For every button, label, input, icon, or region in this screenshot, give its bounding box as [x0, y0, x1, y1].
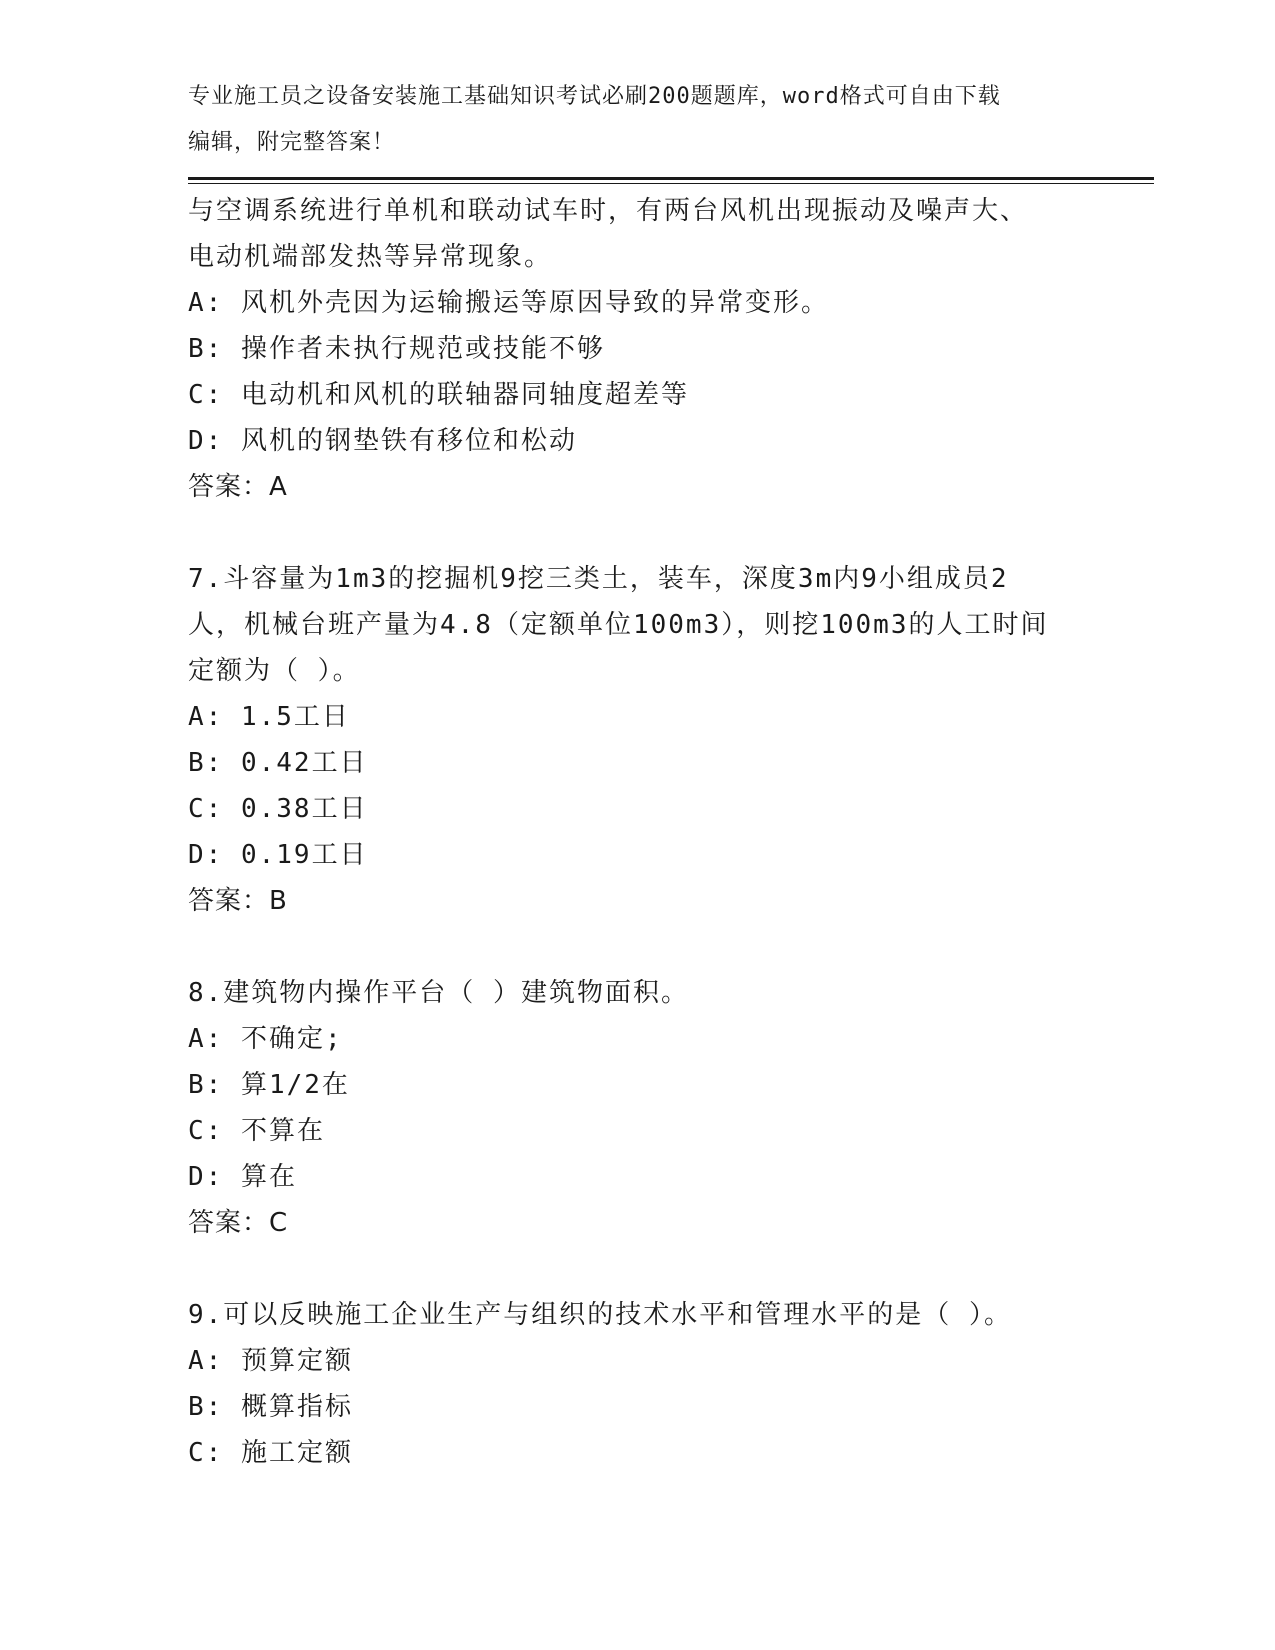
header-title-line-1: 专业施工员之设备安装施工基础知识考试必刷200题题库，word格式可自由下载: [188, 84, 1001, 109]
option-b: B: 算1/2在: [188, 1070, 350, 1100]
answer: 答案：A: [188, 472, 288, 502]
option-a: A: 不确定;: [188, 1024, 343, 1054]
option-c: C: 0.38工日: [188, 794, 368, 824]
document-header: [188, 74, 1088, 166]
answer: 答案：B: [188, 886, 288, 916]
option-a: A: 风机外壳因为运输搬运等原因导致的异常变形。: [188, 288, 829, 318]
question-9: [188, 1292, 1128, 1476]
option-c: C: 施工定额: [188, 1438, 353, 1468]
question-stem: 定额为（ ）。: [188, 656, 361, 686]
option-b: B: 0.42工日: [188, 748, 368, 778]
option-a: A: 1.5工日: [188, 702, 350, 732]
question-stem: 电动机端部发热等异常现象。: [188, 242, 553, 272]
option-a: A: 预算定额: [188, 1346, 353, 1376]
question-stem: 7.斗容量为1m3的挖掘机9挖三类土，装车，深度3m内9小组成员2: [188, 564, 1009, 594]
option-d: D: 算在: [188, 1162, 297, 1192]
spacer: [188, 1246, 1128, 1292]
option-d: D: 0.19工日: [188, 840, 368, 870]
header-divider-thick: [188, 177, 1154, 180]
header-divider-thin: [188, 183, 1154, 184]
option-b: B: 概算指标: [188, 1392, 353, 1422]
spacer: [188, 510, 1128, 556]
question-6: [188, 188, 1128, 510]
option-b: B: 操作者未执行规范或技能不够: [188, 334, 605, 364]
answer: 答案：C: [188, 1208, 289, 1238]
option-c: C: 电动机和风机的联轴器同轴度超差等: [188, 380, 689, 410]
question-7: [188, 556, 1128, 924]
question-stem: 8.建筑物内操作平台（ ）建筑物面积。: [188, 978, 689, 1008]
question-list: [188, 188, 1128, 1476]
spacer: [188, 924, 1128, 970]
option-c: C: 不算在: [188, 1116, 325, 1146]
question-stem: 与空调系统进行单机和联动试车时，有两台风机出现振动及噪声大、: [188, 196, 1029, 226]
question-8: [188, 970, 1128, 1246]
question-stem: 人，机械台班产量为4.8（定额单位100m3），则挖100m3的人工时间: [188, 610, 1049, 640]
question-stem: 9.可以反映施工企业生产与组织的技术水平和管理水平的是（ ）。: [188, 1300, 1012, 1330]
option-d: D: 风机的钢垫铁有移位和松动: [188, 426, 577, 456]
header-title-line-2: 编辑，附完整答案！: [188, 130, 396, 155]
